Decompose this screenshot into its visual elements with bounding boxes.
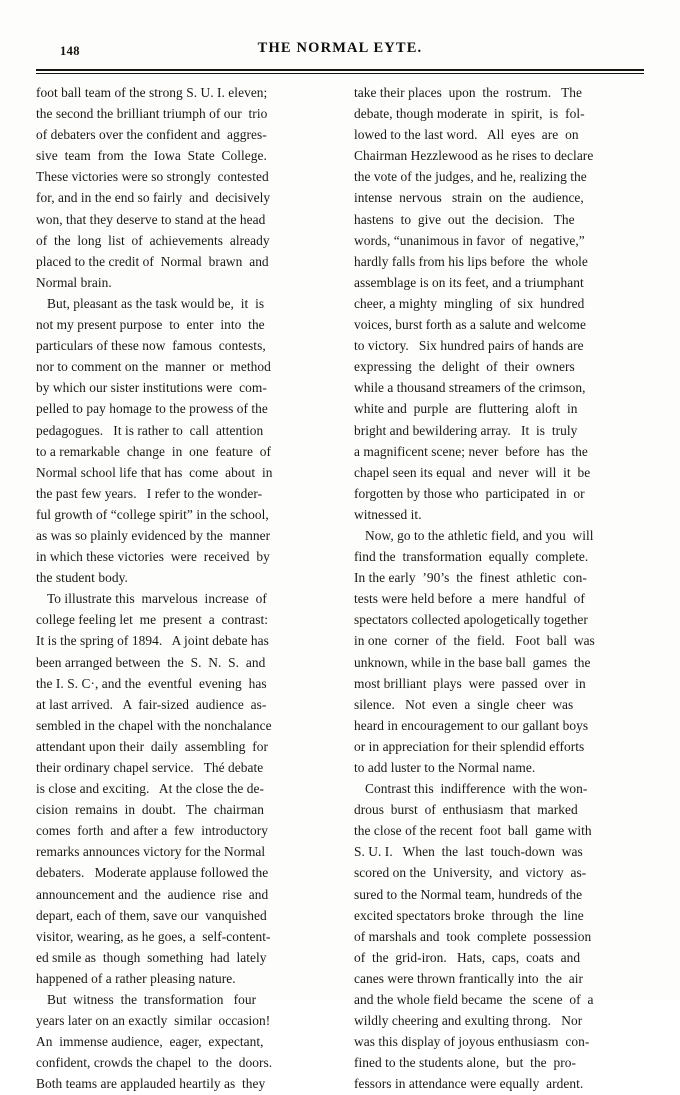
text-line: of the grid-iron. Hats, caps, coats and (354, 949, 581, 965)
text-line: lowed to the last word. All eyes are on (354, 127, 579, 143)
text-line: voices, burst forth as a salute and welcome (354, 317, 586, 333)
text-line: of debaters over the confident and aggres- (36, 127, 267, 143)
text-line: to a remarkable change in one feature of (36, 443, 271, 459)
text-line: S. U. I. When the last touch-down was (354, 844, 583, 860)
text-line: to add luster to the Normal name. (354, 760, 536, 775)
paragraph (36, 989, 326, 1094)
text-line: to victory. Six hundred pairs of hands are (354, 338, 584, 354)
text-line: Contrast this indifference with the won- (365, 781, 588, 797)
text-line: ed smile as though something had lately (36, 949, 267, 965)
text-line: canes were thrown frantically into the air (354, 970, 584, 986)
text-line: cision remains in doubt. The chairman (36, 802, 265, 818)
text-line: the second the brilliant triumph of our trio (36, 106, 268, 122)
text-line: sive team from the Iowa State College. (36, 148, 267, 164)
body-columns (36, 82, 644, 1095)
text-line: chapel seen its equal and never will it be (354, 464, 591, 480)
text-line: find the transformation equally complete. (354, 549, 589, 565)
text-line: sembled in the chapel with the nonchalance (36, 717, 272, 733)
text-line: But witness the transformation four (47, 992, 257, 1008)
text-line: hardly falls from his lips before the whole (354, 253, 588, 269)
text-line: cheer, a mighty mingling of six hundred (354, 295, 585, 311)
text-line: as was so plainly evidenced by the manner (36, 527, 271, 543)
text-line: white and purple are fluttering aloft in (354, 401, 578, 417)
text-line: fined to the students alone, but the pro- (354, 1055, 576, 1071)
text-line: hastens to give out the decision. The (354, 211, 575, 227)
text-line: most brilliant plays were passed over in (354, 675, 586, 691)
text-line: in which these victories were received by (36, 549, 270, 565)
text-line: It is the spring of 1894. A joint debate has (36, 633, 269, 649)
text-line: the I. S. C·, and the eventful evening has (36, 675, 267, 691)
text-line: In the early ’90’s the finest athletic con- (354, 570, 587, 586)
text-line: scored on the University, and victory as- (354, 865, 587, 881)
text-line: and the whole field became the scene of a (354, 992, 594, 1008)
text-line: pelled to pay homage to the prowess of the (36, 401, 268, 417)
text-line: Normal school life that has come about in (36, 464, 273, 480)
text-line: assemblage is on its feet, and a triumphant (354, 274, 584, 290)
running-head (36, 40, 644, 66)
text-line: witnessed it. (354, 506, 422, 522)
text-line: debate, though moderate in spirit, is fol- (354, 106, 585, 122)
text-line: their ordinary chapel service. Thé debate (36, 760, 264, 775)
text-line: forgotten by those who participated in or (354, 485, 585, 501)
text-line: remarks announces victory for the Normal (36, 844, 266, 860)
text-line: placed to the credit of Normal brawn and (36, 253, 269, 269)
text-line: tests were held before a mere handful of (354, 591, 585, 607)
paragraph (354, 778, 644, 1094)
text-line: expressing the delight of their owners (354, 359, 575, 375)
text-line: These victories were so strongly contested (36, 169, 269, 185)
text-line: nor to comment on the manner or method (36, 359, 271, 375)
text-line: visitor, wearing, as he goes, a self-content- (36, 928, 271, 944)
text-line: spectators collected apologetically together (354, 612, 588, 628)
text-line: in one corner of the field. Foot ball was (354, 633, 595, 649)
text-line: foot ball team of the strong S. U. I. eleven; (36, 85, 268, 100)
text-line: An immense audience, eager, expectant, (36, 1034, 264, 1050)
text-line: of marshals and took complete possession (354, 928, 592, 944)
column-left (36, 82, 326, 1095)
text-line: bright and bewildering array. It is truly (354, 422, 578, 438)
text-line: or in appreciation for their splendid efforts (354, 738, 585, 754)
text-line: the vote of the judges, and he, realizing the (354, 169, 587, 185)
text-line: by which our sister institutions were com- (36, 380, 267, 396)
text-line: To illustrate this marvelous increase of (47, 591, 267, 607)
text-line: the close of the recent foot ball game with (354, 823, 592, 839)
paragraph (36, 588, 326, 989)
text-line: pedagogues. It is rather to call attention (36, 422, 264, 438)
text-line: comes forth and after a few introductory (36, 823, 268, 839)
text-line: excited spectators broke through the line (354, 907, 584, 923)
text-line: words, “unanimous in favor of negative,” (354, 232, 585, 248)
paragraph (354, 525, 644, 778)
text-line: Normal brain. (36, 274, 112, 290)
text-line: the past few years. I refer to the wonder- (36, 485, 263, 501)
text-line: ful growth of “college spirit” in the school, (36, 506, 269, 522)
text-line: years later on an exactly similar occasion! (36, 1013, 271, 1029)
text-line: was this display of joyous enthusiasm con- (354, 1034, 590, 1050)
text-line: been arranged between the S. N. S. and (36, 654, 266, 670)
text-line: particulars of these now famous contests, (36, 338, 266, 354)
publication-title: THE NORMAL EYTE. (257, 40, 423, 56)
text-line: for, and in the end so fairly and decisively (36, 190, 271, 206)
text-line: Both teams are applauded heartily as they (36, 1076, 266, 1092)
text-line: depart, each of them, save our vanquished (36, 907, 267, 923)
text-line: Chairman Hezzlewood as he rises to declare (354, 148, 594, 164)
column-right (354, 82, 644, 1095)
text-line: heard in encouragement to our gallant boys (354, 717, 589, 733)
text-line: debaters. Moderate applause followed the (36, 865, 269, 881)
text-line: Now, go to the athletic field, and you will (365, 527, 594, 543)
text-line: of the long list of achievements already (36, 232, 270, 248)
text-line: while a thousand streamers of the crimson, (354, 380, 586, 396)
text-line: college feeling let me present a contrast: (36, 612, 269, 628)
text-line: not my present purpose to enter into the (36, 317, 265, 333)
text-line: sured to the Normal team, hundreds of the (354, 886, 583, 902)
rule-thin (36, 73, 644, 74)
text-line: a magnificent scene; never before has the (354, 443, 588, 459)
text-line: silence. Not even a single cheer was (354, 696, 574, 712)
paragraph (36, 82, 326, 293)
text-line: fessors in attendance were equally ardent. (354, 1076, 584, 1092)
text-line: wildly cheering and exulting throng. Nor (354, 1013, 583, 1029)
text-line: unknown, while in the base ball games the (354, 654, 591, 670)
text-line: But, pleasant as the task would be, it is (47, 295, 265, 311)
text-line: announcement and the audience rise and (36, 886, 269, 902)
paragraph (354, 82, 644, 525)
text-line: take their places upon the rostrum. The (354, 85, 583, 100)
text-line: happened of a rather pleasing nature. (36, 970, 236, 986)
text-line: confident, crowds the chapel to the doors. (36, 1055, 273, 1071)
header-double-rule (36, 69, 644, 74)
text-line: the student body. (36, 570, 128, 586)
page-number: 148 (60, 44, 80, 58)
paragraph (36, 293, 326, 588)
text-line: won, that they deserve to stand at the head (36, 211, 266, 227)
text-line: at last arrived. A fair-sized audience as- (36, 696, 267, 712)
text-line: intense nervous strain on the audience, (354, 190, 584, 206)
text-line: drous burst of enthusiasm that marked (354, 802, 578, 818)
text-line: attendant upon their daily assembling for (36, 738, 269, 754)
text-line: is close and exciting. At the close the de- (36, 781, 264, 797)
